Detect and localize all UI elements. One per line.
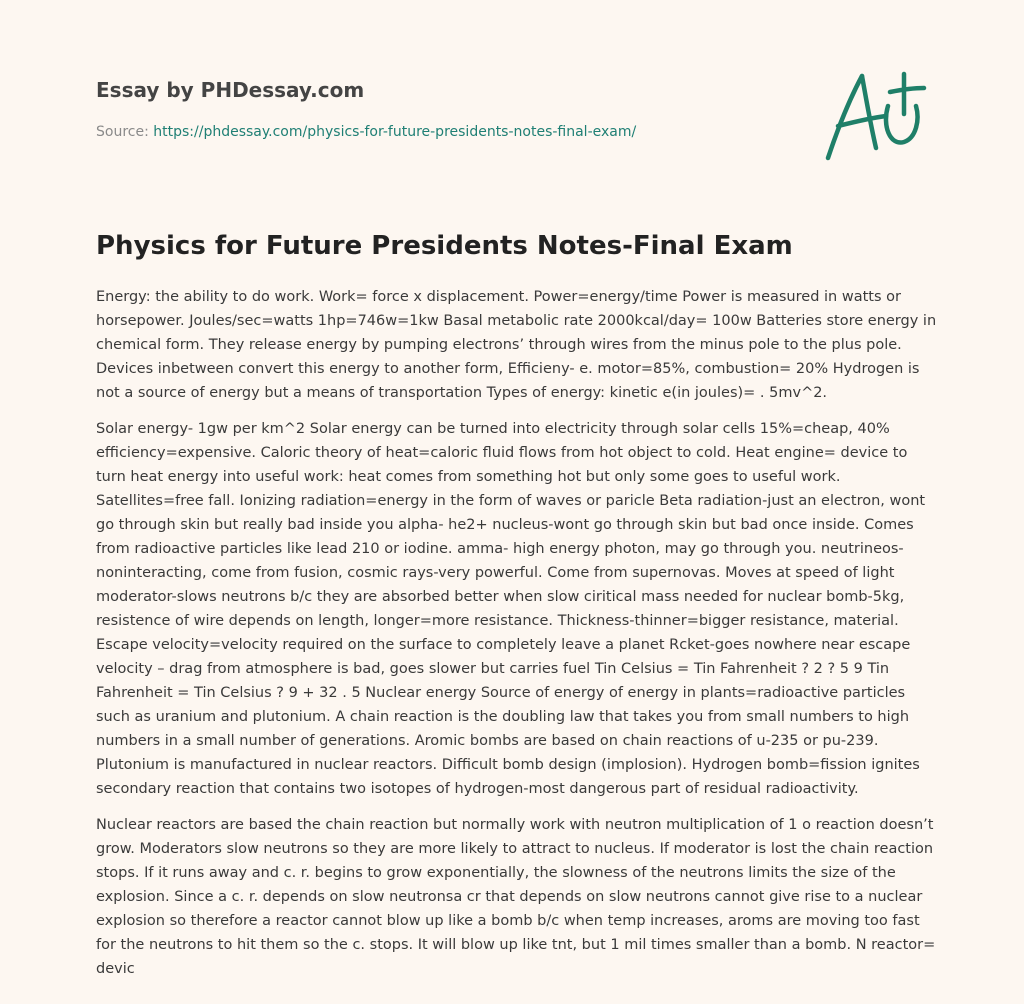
- source-link[interactable]: https://phdessay.com/physics-for-future-presidents-notes-final-exam/: [153, 124, 637, 140]
- source-line: [96, 122, 736, 142]
- a-plus-logo-icon: [820, 64, 930, 168]
- essay-paragraph: Energy: the ability to do work. Work= force x displacement. Power=energy/time Power is measured in watts or horsepower. Joules/sec=watts 1hp=746w=1kw Basal metabolic rate 2000kcal/day= 100w Batteries store energy in chemical form. They release energy by pumping electrons’ through wires from the minus pole to the plus pole. Devices inbetween convert this energy to another form, Efficieny- e. motor=85%, combustion= 20% Hydrogen is not a source of energy but a means of transportation Types of energy: kinetic e(in joules)= . 5mv^2.: [96, 289, 937, 401]
- source-label: Source:: [96, 124, 154, 140]
- essay-title: Physics for Future Presidents Notes-Final Exam: [96, 231, 793, 261]
- essay-paragraph: Nuclear reactors are based the chain reaction but normally work with neutron multiplication of 1 o reaction doesn’t grow. Moderators slow neutrons so they are more likely to attract to nucleus. If moderator is lost the chain reaction stops. If it runs away and c. r. begins to grow exponentially, the slowness of the neutrons limits the size of the explosion. Since a c. r. depends on slow neutronsa cr that depends on slow neutrons cannot give rise to a nuclear explosion so therefore a reactor cannot blow up like a bomb b/c when temp increases, aroms are moving too fast for the neutrons to hit them so the c. stops. It will blow up like tnt, but 1 mil times smaller than a bomb. N reactor= devic: [96, 817, 936, 977]
- page-header: [96, 74, 736, 142]
- essay-paragraph: Solar energy- 1gw per km^2 Solar energy can be turned into electricity through solar cells 15%=cheap, 40% efficiency=expensive. Caloric theory of heat=caloric fluid flows from hot object to cold. Heat engine= device to turn heat energy into useful work: heat comes from something hot but only some goes to useful work. Satellites=free fall. Ionizing radiation=energy in the form of waves or paricle Beta radiation-just an electron, wont go through skin but really bad inside you alpha- he2+ nucleus-wont go through skin but bad once inside. Comes from radioactive particles like lead 210 or iodine. amma- high energy photon, may go through you. neutrineos-noninteracting, come from fusion, cosmic rays-very powerful. Come from supernovas. Moves at speed of light moderator-slows neutrons b/c they are absorbed better when slow ciritical mass needed for nuclear bomb-5kg, resistence of wire depends on length, longer=more resistance. Thickness-thinner=bigger resistance, material. Escape velocity=velocity required on the surface to completely leave a planet Rcket-goes nowhere near escape velocity – drag from atmosphere is bad, goes slower but carries fuel Tin Celsius = Tin Fahrenheit ? 2 ? 5 9 Tin Fahrenheit = Tin Celsius ? 9 + 32 . 5 Nuclear energy Source of energy of energy in plants=radioactive particles such as uranium and plutonium. A chain reaction is the doubling law that takes you from small numbers to high numbers in a small number of generations. Aromic bombs are based on chain reactions of u-235 or pu-239. Plutonium is manufactured in nuclear reactors. Difficult bomb design (implosion). Hydrogen bomb=fission ignites secondary reaction that contains two isotopes of hydrogen-most dangerous part of residual radioactivity.: [96, 421, 926, 797]
- site-brand: Essay by PHDessay.com: [96, 78, 365, 102]
- essay-body: [96, 285, 938, 993]
